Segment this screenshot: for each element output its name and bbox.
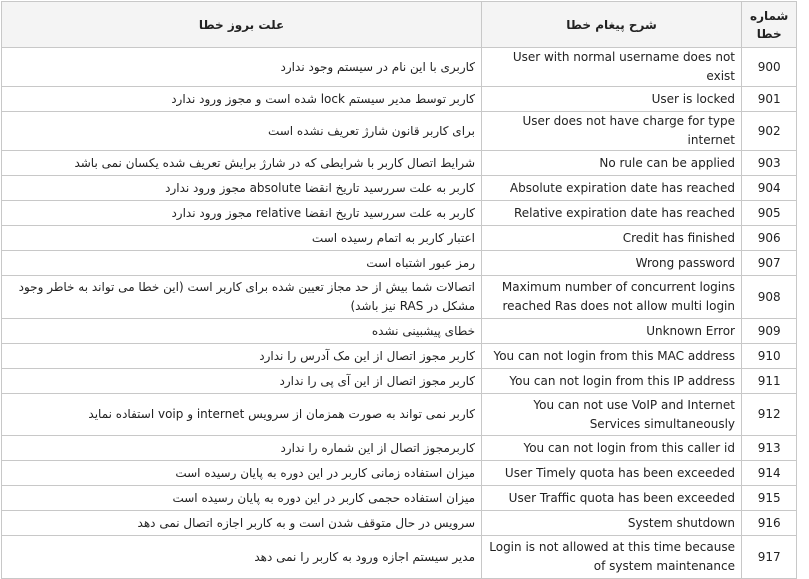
error-reason-cell: رمز عبور اشتباه است — [2, 251, 482, 276]
table-row — [2, 369, 797, 394]
error-reason-cell: کاربری با این نام در سیستم وجود ندارد — [2, 48, 482, 87]
table-row — [2, 436, 797, 461]
error-reason-cell: میزان استفاده زمانی کاربر در این دوره به پایان رسیده است — [2, 461, 482, 486]
error-code-cell: 914 — [742, 461, 797, 486]
table-row — [2, 486, 797, 511]
table-header — [2, 2, 797, 48]
error-code-cell: 900 — [742, 48, 797, 87]
error-reason-cell: اتصالات شما بیش از حد مجاز تعیین شده برای کاربر است (این خطا می تواند به خاطر وجود مشکل در RAS نیز باشد) — [2, 276, 482, 319]
error-message-cell: User does not have charge for type internet — [482, 112, 742, 151]
error-reason-cell: شرایط اتصال کاربر با شرایطی که در شارژ برایش تعریف شده یکسان نمی باشد — [2, 151, 482, 176]
table-row — [2, 276, 797, 319]
error-message-cell: User Traffic quota has been exceeded — [482, 486, 742, 511]
error-message-cell: User with normal username does not exist — [482, 48, 742, 87]
table-body — [2, 48, 797, 579]
error-code-cell: 913 — [742, 436, 797, 461]
table-row — [2, 251, 797, 276]
error-message-cell: Unknown Error — [482, 319, 742, 344]
error-code-cell: 903 — [742, 151, 797, 176]
error-reason-cell: اعتبار کاربر به اتمام رسیده است — [2, 226, 482, 251]
error-reason-cell: خطای پیشبینی نشده — [2, 319, 482, 344]
error-code-cell: 907 — [742, 251, 797, 276]
error-message-cell: Wrong password — [482, 251, 742, 276]
error-reason-cell: کاربر توسط مدیر سیستم lock شده است و مجوز ورود ندارد — [2, 87, 482, 112]
error-code-cell: 905 — [742, 201, 797, 226]
error-reason-cell: کاربر مجوز اتصال از این مک آدرس را ندارد — [2, 344, 482, 369]
table-row — [2, 394, 797, 436]
table-row — [2, 201, 797, 226]
error-message-cell: Absolute expiration date has reached — [482, 176, 742, 201]
error-reason-cell: میزان استفاده حجمی کاربر در این دوره به پایان رسیده است — [2, 486, 482, 511]
error-code-cell: 908 — [742, 276, 797, 319]
table-row — [2, 511, 797, 536]
table-row — [2, 319, 797, 344]
table-row — [2, 536, 797, 579]
error-code-cell: 901 — [742, 87, 797, 112]
error-reason-cell: کاربر نمی تواند به صورت همزمان از سرویس internet و voip استفاده نماید — [2, 394, 482, 436]
table-row — [2, 176, 797, 201]
error-code-cell: 910 — [742, 344, 797, 369]
error-message-cell: Credit has finished — [482, 226, 742, 251]
error-message-cell: You can not use VoIP and Internet Services simultaneously — [482, 394, 742, 436]
table-row — [2, 112, 797, 151]
header-error-code: شماره خطا — [742, 2, 797, 48]
error-code-cell: 917 — [742, 536, 797, 579]
table-row — [2, 344, 797, 369]
error-message-cell: Relative expiration date has reached — [482, 201, 742, 226]
error-code-cell: 906 — [742, 226, 797, 251]
table-row — [2, 226, 797, 251]
error-message-cell: No rule can be applied — [482, 151, 742, 176]
error-message-cell: Maximum number of concurrent logins reached Ras does not allow multi login — [482, 276, 742, 319]
error-reason-cell: برای کاربر قانون شارژ تعریف نشده است — [2, 112, 482, 151]
table-row — [2, 151, 797, 176]
error-reason-cell: کاربرمجوز اتصال از این شماره را ندارد — [2, 436, 482, 461]
error-reason-cell: کاربر مجوز اتصال از این آی پی را ندارد — [2, 369, 482, 394]
header-row — [2, 2, 797, 48]
error-reason-cell: مدیر سیستم اجازه ورود به کاربر را نمی دهد — [2, 536, 482, 579]
error-reason-cell: سرویس در حال متوقف شدن است و به کاربر اجازه اتصال نمی دهد — [2, 511, 482, 536]
table-row — [2, 461, 797, 486]
error-code-cell: 916 — [742, 511, 797, 536]
error-code-cell: 912 — [742, 394, 797, 436]
error-code-cell: 915 — [742, 486, 797, 511]
error-code-cell: 904 — [742, 176, 797, 201]
error-code-cell: 909 — [742, 319, 797, 344]
table-row — [2, 48, 797, 87]
error-code-cell: 902 — [742, 112, 797, 151]
table-row — [2, 87, 797, 112]
error-message-cell: User Timely quota has been exceeded — [482, 461, 742, 486]
error-message-cell: You can not login from this MAC address — [482, 344, 742, 369]
error-codes-table — [1, 1, 797, 579]
error-message-cell: You can not login from this IP address — [482, 369, 742, 394]
error-code-cell: 911 — [742, 369, 797, 394]
error-message-cell: User is locked — [482, 87, 742, 112]
error-message-cell: Login is not allowed at this time because of system maintenance — [482, 536, 742, 579]
error-message-cell: System shutdown — [482, 511, 742, 536]
error-reason-cell: کاربر به علت سررسید تاریخ انقضا relative مجوز ورود ندارد — [2, 201, 482, 226]
error-reason-cell: کاربر به علت سررسید تاریخ انقضا absolute مجوز ورود ندارد — [2, 176, 482, 201]
header-error-message: شرح پیغام خطا — [482, 2, 742, 48]
error-message-cell: You can not login from this caller id — [482, 436, 742, 461]
header-error-reason: علت بروز خطا — [2, 2, 482, 48]
